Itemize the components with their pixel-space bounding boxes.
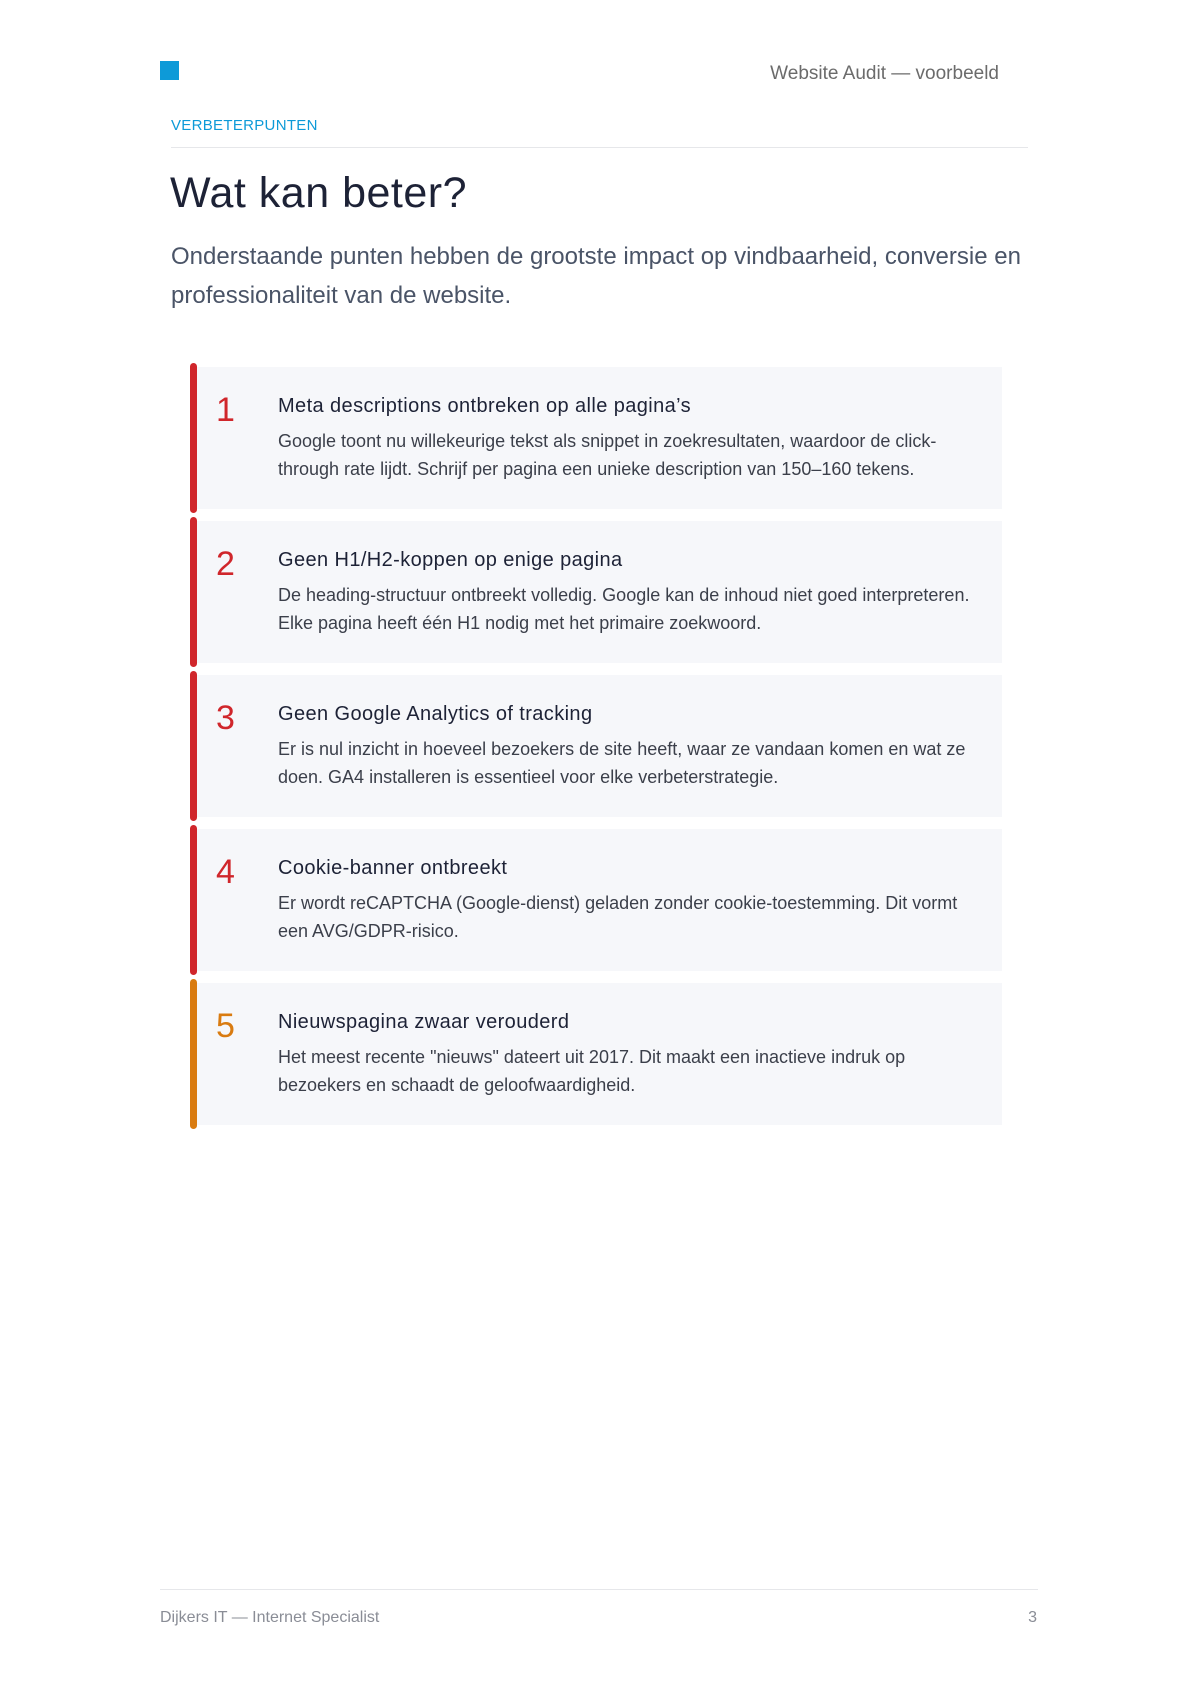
item-title: Meta descriptions ontbreken op alle pagina’s — [278, 395, 692, 417]
intro-paragraph: Onderstaande punten hebben de grootste impact op vindbaarheid, conversie en professionaliteit van de website. — [171, 243, 1021, 309]
priority-bar — [190, 671, 197, 821]
improvement-list — [190, 367, 1002, 1137]
section-label: VERBETERPUNTEN — [171, 117, 318, 134]
item-title: Cookie-banner ontbreekt — [278, 857, 508, 879]
item-number: 1 — [216, 391, 235, 429]
item-title: Nieuwspagina zwaar verouderd — [278, 1011, 570, 1033]
priority-bar — [190, 363, 197, 513]
item-number: 2 — [216, 545, 235, 583]
improvement-item — [190, 829, 1002, 971]
logo-square — [160, 61, 179, 80]
footer-divider — [160, 1589, 1038, 1590]
improvement-item — [190, 983, 1002, 1125]
header-title: Website Audit — voorbeeld — [770, 63, 999, 84]
item-description: Er wordt reCAPTCHA (Google-dienst) geladen zonder cookie-toestemming. Dit vormt een AVG/GDPR-risico. — [278, 893, 958, 941]
item-title: Geen H1/H2-koppen op enige pagina — [278, 549, 623, 571]
section-divider — [171, 147, 1028, 148]
improvement-item — [190, 675, 1002, 817]
item-description: De heading-structuur ontbreekt volledig. Google kan de inhoud niet goed interpreteren. Elke pagina heeft één H1 nodig met het primaire zoekwoord. — [278, 585, 970, 633]
item-number: 3 — [216, 699, 235, 737]
item-description: Het meest recente "nieuws" dateert uit 2017. Dit maakt een inactieve indruk op bezoekers en schaadt de geloofwaardigheid. — [278, 1047, 906, 1095]
improvement-item — [190, 521, 1002, 663]
improvement-item — [190, 367, 1002, 509]
item-number: 5 — [216, 1007, 235, 1045]
priority-bar — [190, 979, 197, 1129]
priority-bar — [190, 517, 197, 667]
page-title: Wat kan beter? — [170, 169, 467, 217]
page-number: 3 — [1028, 1609, 1037, 1626]
item-description: Er is nul inzicht in hoeveel bezoekers de site heeft, waar ze vandaan komen en wat ze doen. GA4 installeren is essentieel voor elke verbeterstrategie. — [278, 739, 966, 787]
item-title: Geen Google Analytics of tracking — [278, 703, 593, 725]
priority-bar — [190, 825, 197, 975]
footer-company: Dijkers IT — Internet Specialist — [160, 1609, 380, 1626]
item-number: 4 — [216, 853, 235, 891]
item-description: Google toont nu willekeurige tekst als snippet in zoekresultaten, waardoor de click-through rate lijdt. Schrijf per pagina een unieke description van 150–160 tekens. — [278, 431, 937, 479]
